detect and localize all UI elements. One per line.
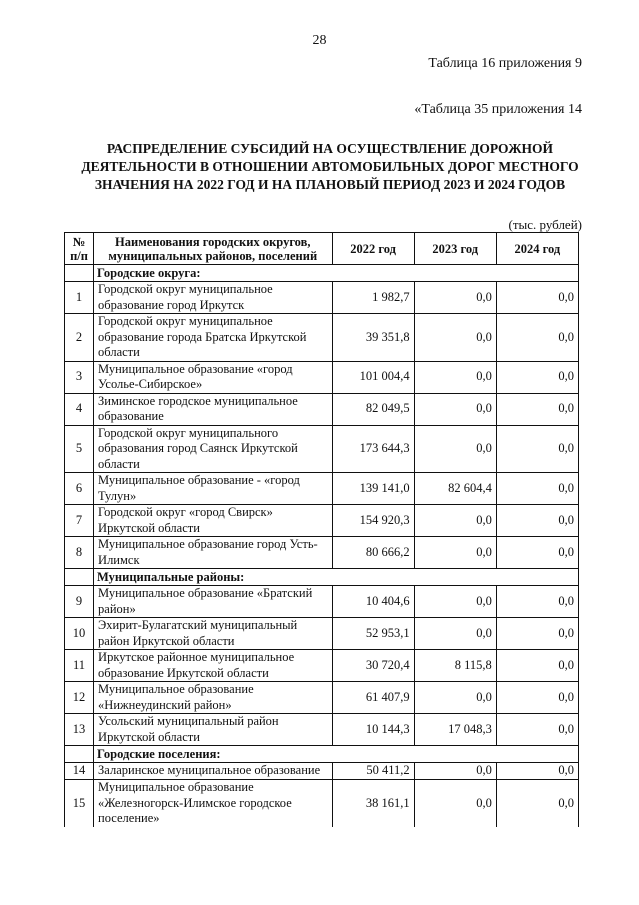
value-2023: 0,0	[414, 361, 496, 393]
value-2022: 50 411,2	[332, 763, 414, 780]
row-name: Заларинское муниципальное образование	[94, 763, 332, 780]
section-number-cell	[65, 569, 94, 586]
value-2024: 0,0	[496, 650, 578, 682]
table-row	[65, 714, 579, 746]
table-header-row	[65, 233, 579, 265]
value-2022: 80 666,2	[332, 537, 414, 569]
value-2022: 82 049,5	[332, 393, 414, 425]
table-row	[65, 537, 579, 569]
value-2022: 30 720,4	[332, 650, 414, 682]
row-number: 7	[65, 505, 94, 537]
value-2024: 0,0	[496, 361, 578, 393]
table-row	[65, 763, 579, 780]
row-name: Городской округ муниципального образования город Саянск Иркутской области	[94, 425, 332, 473]
table-row	[65, 473, 579, 505]
section-number-cell	[65, 265, 94, 282]
section-title: Городские поселения:	[94, 746, 579, 763]
row-number: 1	[65, 282, 94, 314]
row-name: Городской округ муниципальное образование город Иркутск	[94, 282, 332, 314]
table-row	[65, 586, 579, 618]
row-number: 15	[65, 780, 94, 827]
value-2023: 0,0	[414, 282, 496, 314]
table-row	[65, 425, 579, 473]
value-2023: 0,0	[414, 393, 496, 425]
value-2022: 173 644,3	[332, 425, 414, 473]
value-2024: 0,0	[496, 682, 578, 714]
section-number-cell	[65, 746, 94, 763]
value-2023: 0,0	[414, 763, 496, 780]
row-number: 10	[65, 618, 94, 650]
value-2022: 154 920,3	[332, 505, 414, 537]
section-row	[65, 569, 579, 586]
header-2023: 2023 год	[414, 233, 496, 265]
value-2023: 17 048,3	[414, 714, 496, 746]
value-2024: 0,0	[496, 618, 578, 650]
row-number: 8	[65, 537, 94, 569]
row-name: Иркутское районное муниципальное образование Иркутской области	[94, 650, 332, 682]
table-row	[65, 314, 579, 362]
table-row	[65, 361, 579, 393]
value-2024: 0,0	[496, 780, 578, 827]
row-name: Зиминское городское муниципальное образование	[94, 393, 332, 425]
value-2024: 0,0	[496, 314, 578, 362]
row-name: Эхирит-Булагатский муниципальный район Иркутской области	[94, 618, 332, 650]
value-2022: 52 953,1	[332, 618, 414, 650]
value-2023: 0,0	[414, 682, 496, 714]
section-row	[65, 746, 579, 763]
row-number: 14	[65, 763, 94, 780]
row-number: 2	[65, 314, 94, 362]
value-2024: 0,0	[496, 473, 578, 505]
value-2024: 0,0	[496, 714, 578, 746]
row-number: 5	[65, 425, 94, 473]
row-number: 11	[65, 650, 94, 682]
document-title: РАСПРЕДЕЛЕНИЕ СУБСИДИЙ НА ОСУЩЕСТВЛЕНИЕ ДОРОЖНОЙ ДЕЯТЕЛЬНОСТИ В ОТНОШЕНИИ АВТОМОБИЛЬНЫХ ДОРОГ МЕСТНОГО ЗНАЧЕНИЯ НА 2022 ГОД И НА ПЛАНОВЫЙ ПЕРИОД 2023 И 2024 ГОДОВ	[81, 141, 579, 192]
units-note: (тыс. рублей)	[508, 217, 582, 232]
value-2022: 101 004,4	[332, 361, 414, 393]
row-number: 4	[65, 393, 94, 425]
table-row	[65, 780, 579, 827]
header-2024: 2024 год	[496, 233, 578, 265]
value-2024: 0,0	[496, 282, 578, 314]
header-number: № п/п	[65, 233, 94, 265]
value-2023: 0,0	[414, 780, 496, 827]
page-number: 28	[312, 33, 327, 48]
value-2022: 10 144,3	[332, 714, 414, 746]
header-2022: 2022 год	[332, 233, 414, 265]
value-2023: 82 604,4	[414, 473, 496, 505]
row-number: 3	[65, 361, 94, 393]
section-title: Городские округа:	[94, 265, 579, 282]
value-2022: 1 982,7	[332, 282, 414, 314]
value-2022: 10 404,6	[332, 586, 414, 618]
value-2024: 0,0	[496, 425, 578, 473]
row-number: 6	[65, 473, 94, 505]
row-number: 13	[65, 714, 94, 746]
section-row	[65, 265, 579, 282]
row-name: Муниципальное образование город Усть-Илимск	[94, 537, 332, 569]
value-2024: 0,0	[496, 586, 578, 618]
row-name: Муниципальное образование «Железногорск-Илимское городское поселение»	[94, 780, 332, 827]
value-2022: 39 351,8	[332, 314, 414, 362]
row-name: Усольский муниципальный район Иркутской области	[94, 714, 332, 746]
value-2022: 38 161,1	[332, 780, 414, 827]
value-2023: 0,0	[414, 425, 496, 473]
table-row	[65, 505, 579, 537]
table-row	[65, 650, 579, 682]
table-row	[65, 618, 579, 650]
subsidy-table	[64, 232, 579, 827]
value-2023: 8 115,8	[414, 650, 496, 682]
row-number: 12	[65, 682, 94, 714]
table-row	[65, 682, 579, 714]
value-2023: 0,0	[414, 537, 496, 569]
value-2024: 0,0	[496, 393, 578, 425]
table-reference-appendix: «Таблица 35 приложения 14	[414, 102, 582, 117]
header-name: Наименования городских округов, муниципальных районов, поселений	[94, 233, 332, 265]
row-name: Муниципальное образование «город Усолье-Сибирское»	[94, 361, 332, 393]
row-name: Городской округ «город Свирск» Иркутской области	[94, 505, 332, 537]
value-2024: 0,0	[496, 505, 578, 537]
value-2023: 0,0	[414, 314, 496, 362]
table-row	[65, 282, 579, 314]
value-2022: 61 407,9	[332, 682, 414, 714]
row-number: 9	[65, 586, 94, 618]
value-2023: 0,0	[414, 505, 496, 537]
table-row	[65, 393, 579, 425]
row-name: Муниципальное образование «Братский район»	[94, 586, 332, 618]
row-name: Муниципальное образование «Нижнеудинский район»	[94, 682, 332, 714]
value-2024: 0,0	[496, 537, 578, 569]
value-2022: 139 141,0	[332, 473, 414, 505]
table-reference: Таблица 16 приложения 9	[428, 56, 582, 71]
value-2024: 0,0	[496, 763, 578, 780]
value-2023: 0,0	[414, 586, 496, 618]
row-name: Муниципальное образование - «город Тулун»	[94, 473, 332, 505]
section-title: Муниципальные районы:	[94, 569, 579, 586]
value-2023: 0,0	[414, 618, 496, 650]
row-name: Городской округ муниципальное образование города Братска Иркутской области	[94, 314, 332, 362]
